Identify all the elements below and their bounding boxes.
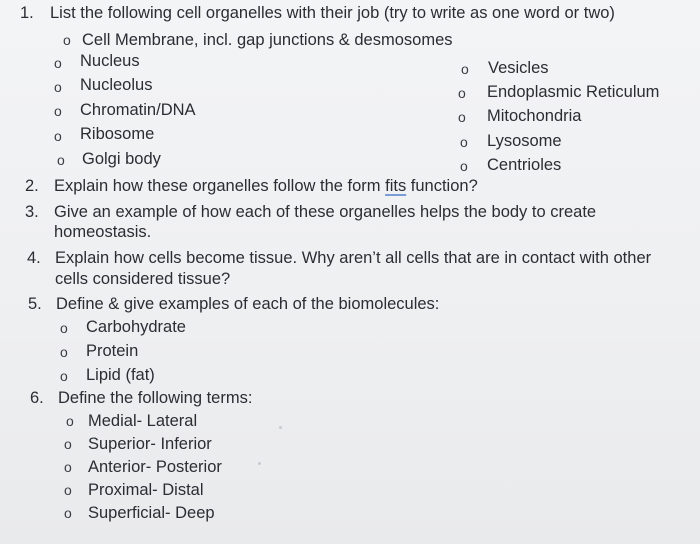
bullet-icon: o <box>64 459 72 475</box>
bullet-icon: o <box>458 109 466 125</box>
q2-text <box>54 176 478 196</box>
bullet-icon: o <box>54 103 62 119</box>
q1-text: List the following cell organelles with their job (try to write as one word or two) <box>50 4 615 22</box>
q6-number: 6. <box>30 389 44 407</box>
q1-left-item: Nucleolus <box>80 76 153 94</box>
q3-text-line1: Give an example of how each of these organelles helps the body to create <box>54 203 597 221</box>
paper-speck <box>258 462 261 465</box>
q1-left-item: Chromatin/DNA <box>80 101 196 119</box>
bullet-icon: o <box>64 482 72 498</box>
q5-item: Carbohydrate <box>86 318 186 336</box>
q4-text-line2: cells considered tissue? <box>55 270 231 288</box>
q1-left-item: Cell Membrane, incl. gap junctions & desmosomes <box>82 31 453 49</box>
bullet-icon: o <box>54 128 62 144</box>
paper-speck <box>279 426 282 429</box>
q5-item: Lipid (fat) <box>86 366 155 384</box>
q5-text: Define & give examples of each of the biomolecules: <box>56 295 440 313</box>
bullet-icon: o <box>64 436 72 452</box>
bullet-icon: o <box>54 55 62 71</box>
q1-right-item: Lysosome <box>487 132 562 150</box>
q3-text-line2: homeostasis. <box>54 223 152 241</box>
q1-left-item: Nucleus <box>80 52 140 70</box>
q5-number: 5. <box>28 295 42 313</box>
bullet-icon: o <box>460 158 468 174</box>
q2-text-pre: Explain how these organelles follow the form <box>54 177 386 195</box>
q1-right-item: Mitochondria <box>487 107 582 125</box>
q2-fits-word: fits <box>385 177 407 195</box>
bullet-icon: o <box>60 344 68 360</box>
bullet-icon: o <box>461 61 469 77</box>
bullet-icon: o <box>57 152 65 168</box>
bullet-icon: o <box>64 505 72 521</box>
q1-right-item: Vesicles <box>488 59 549 77</box>
bullet-icon: o <box>460 134 468 150</box>
q1-right-item: Centrioles <box>487 156 562 174</box>
q6-item: Proximal- Distal <box>88 481 204 499</box>
q1-number: 1. <box>20 4 34 22</box>
bullet-icon: o <box>458 85 466 101</box>
q1-left-item: Ribosome <box>80 125 155 143</box>
q3-number: 3. <box>25 203 39 221</box>
q4-text-line1: Explain how cells become tissue. Why aren’t all cells that are in contact with other <box>55 249 652 267</box>
bullet-icon: o <box>66 413 74 429</box>
q4-number: 4. <box>27 249 41 267</box>
q6-text: Define the following terms: <box>58 389 253 407</box>
q6-item: Superior- Inferior <box>88 435 212 453</box>
q6-item: Superficial- Deep <box>88 504 215 522</box>
bullet-icon: o <box>54 79 62 95</box>
q5-item: Protein <box>86 342 139 360</box>
bullet-icon: o <box>60 368 68 384</box>
q1-right-item: Endoplasmic Reticulum <box>487 83 660 101</box>
q2-text-post: function? <box>406 177 478 195</box>
bullet-icon: o <box>63 32 71 48</box>
bullet-icon: o <box>60 320 68 336</box>
q6-item: Anterior- Posterior <box>88 458 222 476</box>
q2-number: 2. <box>25 177 39 195</box>
q6-item: Medial- Lateral <box>88 412 198 430</box>
q1-left-item: Golgi body <box>82 150 161 168</box>
